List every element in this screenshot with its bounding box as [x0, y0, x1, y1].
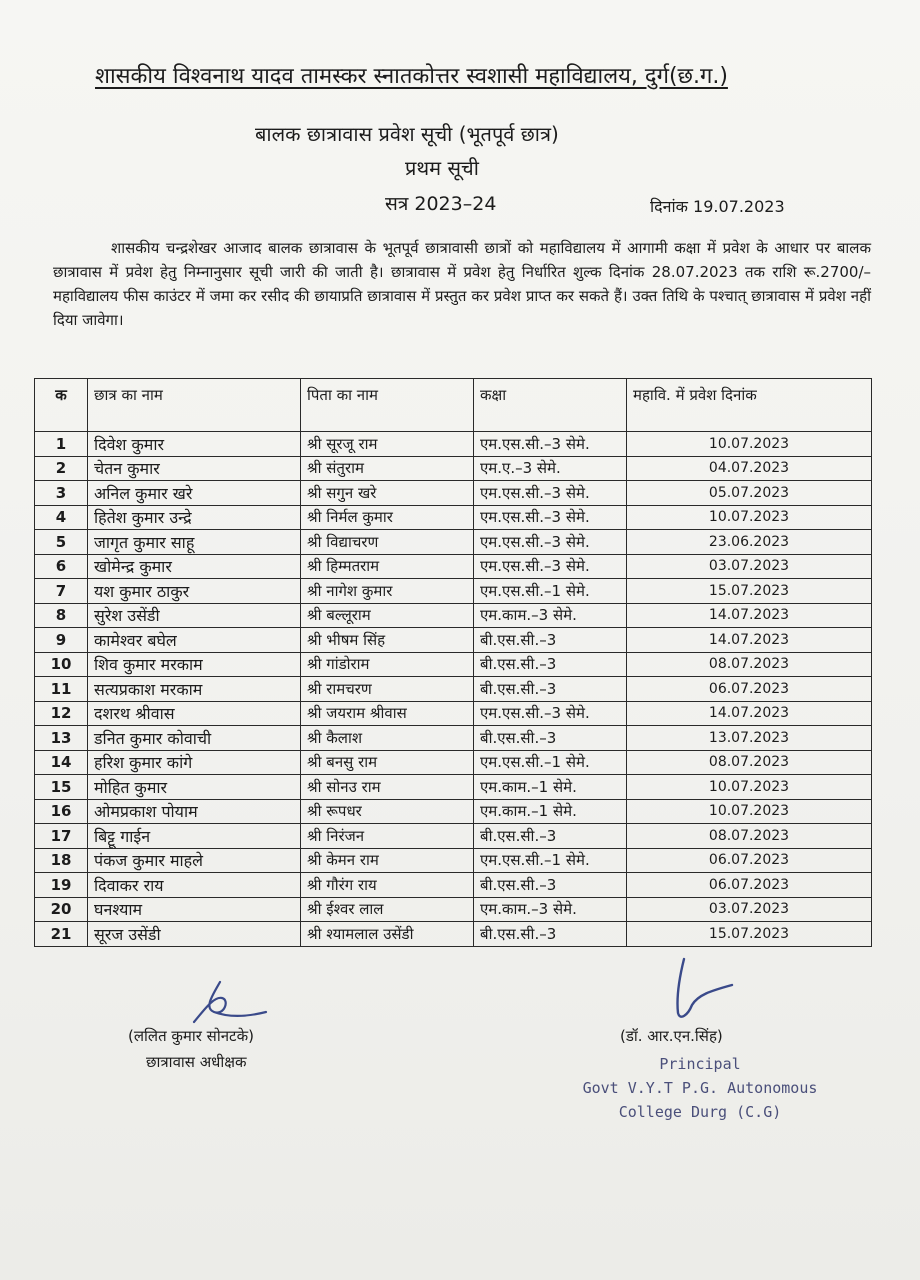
- row-admission-date: 06.07.2023: [627, 677, 872, 702]
- row-class: एम.एस.सी.–1 सेमे.: [474, 579, 627, 604]
- row-serial: 3: [35, 481, 88, 506]
- row-class: एम.काम.–1 सेमे.: [474, 799, 627, 824]
- row-serial: 8: [35, 603, 88, 628]
- row-admission-date: 08.07.2023: [627, 824, 872, 849]
- row-father-name: श्री संतुराम: [301, 456, 474, 481]
- row-class: एम.एस.सी.–1 सेमे.: [474, 750, 627, 775]
- row-father-name: श्री भीषम सिंह: [301, 628, 474, 653]
- right-signature-mark: [662, 955, 752, 1025]
- row-serial: 17: [35, 824, 88, 849]
- row-admission-date: 08.07.2023: [627, 750, 872, 775]
- notice-paragraph: [53, 236, 871, 332]
- row-father-name: श्री रामचरण: [301, 677, 474, 702]
- table-row: [35, 922, 872, 947]
- header-serial: क: [35, 379, 88, 432]
- row-admission-date: 03.07.2023: [627, 897, 872, 922]
- row-father-name: श्री सोनउ राम: [301, 775, 474, 800]
- row-father-name: श्री जयराम श्रीवास: [301, 701, 474, 726]
- stamp-line-title: Principal: [659, 1055, 741, 1073]
- row-father-name: श्री गौरंग राय: [301, 873, 474, 898]
- row-serial: 16: [35, 799, 88, 824]
- row-student-name: हरिश कुमार कांगे: [88, 750, 301, 775]
- issue-date: दिनांक 19.07.2023: [650, 197, 785, 216]
- row-student-name: दशरथ श्रीवास: [88, 701, 301, 726]
- row-class: एम.एस.सी.–3 सेमे.: [474, 701, 627, 726]
- row-father-name: श्री विद्याचरण: [301, 530, 474, 555]
- row-father-name: श्री नागेश कुमार: [301, 579, 474, 604]
- row-class: एम.एस.सी.–3 सेमे.: [474, 530, 627, 555]
- row-class: एम.काम.–3 सेमे.: [474, 897, 627, 922]
- row-student-name: सूरज उसेंडी: [88, 922, 301, 947]
- row-student-name: कामेश्वर बघेल: [88, 628, 301, 653]
- row-father-name: श्री बनसु राम: [301, 750, 474, 775]
- row-admission-date: 14.07.2023: [627, 628, 872, 653]
- row-admission-date: 23.06.2023: [627, 530, 872, 555]
- row-student-name: जागृत कुमार साहू: [88, 530, 301, 555]
- left-signature-mark: [190, 978, 270, 1028]
- row-admission-date: 13.07.2023: [627, 726, 872, 751]
- row-admission-date: 14.07.2023: [627, 701, 872, 726]
- table-body: [35, 432, 872, 947]
- row-student-name: पंकज कुमार माहले: [88, 848, 301, 873]
- row-admission-date: 04.07.2023: [627, 456, 872, 481]
- row-class: बी.एस.सी.–3: [474, 824, 627, 849]
- row-student-name: बिट्टू गाईन: [88, 824, 301, 849]
- row-class: बी.एस.सी.–3: [474, 652, 627, 677]
- row-student-name: सुरेश उसेंडी: [88, 603, 301, 628]
- row-admission-date: 10.07.2023: [627, 775, 872, 800]
- row-student-name: यश कुमार ठाकुर: [88, 579, 301, 604]
- row-admission-date: 03.07.2023: [627, 554, 872, 579]
- row-student-name: खोमेन्द्र कुमार: [88, 554, 301, 579]
- row-class: एम.काम.–1 सेमे.: [474, 775, 627, 800]
- table-row: [35, 873, 872, 898]
- row-serial: 2: [35, 456, 88, 481]
- row-admission-date: 10.07.2023: [627, 799, 872, 824]
- row-father-name: श्री हिम्मतराम: [301, 554, 474, 579]
- row-class: एम.एस.सी.–3 सेमे.: [474, 554, 627, 579]
- session-label: सत्र 2023–24: [385, 193, 497, 215]
- table-row: [35, 432, 872, 457]
- row-father-name: श्री निर्मल कुमार: [301, 505, 474, 530]
- row-father-name: श्री सगुन खरे: [301, 481, 474, 506]
- table-row: [35, 848, 872, 873]
- header-student-name: छात्र का नाम: [88, 379, 301, 432]
- row-serial: 18: [35, 848, 88, 873]
- row-father-name: श्री केमन राम: [301, 848, 474, 873]
- row-father-name: श्री श्यामलाल उसेंडी: [301, 922, 474, 947]
- row-admission-date: 15.07.2023: [627, 922, 872, 947]
- table-row: [35, 456, 872, 481]
- row-serial: 9: [35, 628, 88, 653]
- table-row: [35, 897, 872, 922]
- left-signatory-name: (ललित कुमार सोनटके): [128, 1027, 254, 1045]
- row-student-name: चेतन कुमार: [88, 456, 301, 481]
- row-serial: 4: [35, 505, 88, 530]
- row-serial: 21: [35, 922, 88, 947]
- row-serial: 12: [35, 701, 88, 726]
- list-type: प्रथम सूची: [405, 156, 479, 180]
- stamp-line-location: College Durg (C.G): [618, 1103, 782, 1121]
- header-father-name: पिता का नाम: [301, 379, 474, 432]
- row-serial: 20: [35, 897, 88, 922]
- row-serial: 1: [35, 432, 88, 457]
- row-student-name: डनित कुमार कोवाची: [88, 726, 301, 751]
- row-admission-date: 15.07.2023: [627, 579, 872, 604]
- row-admission-date: 14.07.2023: [627, 603, 872, 628]
- table-row: [35, 775, 872, 800]
- row-class: एम.एस.सी.–1 सेमे.: [474, 848, 627, 873]
- row-student-name: ओमप्रकाश पोयाम: [88, 799, 301, 824]
- row-class: एम.एस.सी.–3 सेमे.: [474, 432, 627, 457]
- row-father-name: श्री ईश्वर लाल: [301, 897, 474, 922]
- admission-table: [34, 378, 872, 947]
- row-father-name: श्री सूरजू राम: [301, 432, 474, 457]
- row-admission-date: 08.07.2023: [627, 652, 872, 677]
- row-serial: 5: [35, 530, 88, 555]
- header-admission-date: महावि. में प्रवेश दिनांक: [627, 379, 872, 432]
- row-student-name: सत्यप्रकाश मरकाम: [88, 677, 301, 702]
- row-student-name: अनिल कुमार खरे: [88, 481, 301, 506]
- row-father-name: श्री बल्लूराम: [301, 603, 474, 628]
- header-class: कक्षा: [474, 379, 627, 432]
- row-class: बी.एस.सी.–3: [474, 922, 627, 947]
- row-class: एम.एस.सी.–3 सेमे.: [474, 505, 627, 530]
- table-row: [35, 505, 872, 530]
- table-row: [35, 481, 872, 506]
- row-class: एम.काम.–3 सेमे.: [474, 603, 627, 628]
- table-row: [35, 799, 872, 824]
- row-class: एम.एस.सी.–3 सेमे.: [474, 481, 627, 506]
- row-class: बी.एस.सी.–3: [474, 677, 627, 702]
- table-row: [35, 554, 872, 579]
- notice-text: शासकीय चन्द्रशेखर आजाद बालक छात्रावास के भूतपूर्व छात्रावासी छात्रों को महाविद्यालय में आगामी कक्षा में प्रवेश के आधार पर बालक छात्रावास में प्रवेश हेतु निम्नानुसार सूची जारी की जाती है। छात्रावास में प्रवेश हेतु निर्धारित शुल्क दिनांक 28.07.2023 तक राशि रू.2700/–महाविद्यालय फीस काउंटर में जमा कर रसीद की छायाप्रति छात्रावास में प्रस्तुत कर प्रवेश प्राप्त कर सकते हैं। उक्त तिथि के पश्चात् छात्रावास में प्रवेश नहीं दिया जावेगा।: [53, 239, 871, 329]
- row-student-name: हितेश कुमार उन्द्रे: [88, 505, 301, 530]
- row-admission-date: 10.07.2023: [627, 505, 872, 530]
- row-class: बी.एस.सी.–3: [474, 628, 627, 653]
- row-serial: 10: [35, 652, 88, 677]
- stamp-line-institution: Govt V.Y.T P.G. Autonomous: [582, 1079, 818, 1097]
- principal-stamp: [570, 1052, 830, 1124]
- row-student-name: शिव कुमार मरकाम: [88, 652, 301, 677]
- row-father-name: श्री गांडोराम: [301, 652, 474, 677]
- table-row: [35, 603, 872, 628]
- table-row: [35, 628, 872, 653]
- row-admission-date: 06.07.2023: [627, 873, 872, 898]
- table-row: [35, 726, 872, 751]
- left-signatory-role: छात्रावास अधीक्षक: [146, 1053, 247, 1071]
- table-row: [35, 530, 872, 555]
- row-student-name: मोहित कुमार: [88, 775, 301, 800]
- table-row: [35, 701, 872, 726]
- row-admission-date: 10.07.2023: [627, 432, 872, 457]
- list-title: बालक छात्रावास प्रवेश सूची (भूतपूर्व छात्र): [255, 122, 559, 146]
- college-title: शासकीय विश्वनाथ यादव तामस्कर स्नातकोत्तर स्वशासी महाविद्यालय, दुर्ग(छ.ग.): [95, 64, 728, 89]
- row-admission-date: 05.07.2023: [627, 481, 872, 506]
- row-class: बी.एस.सी.–3: [474, 726, 627, 751]
- table-row: [35, 750, 872, 775]
- table-header-row: [35, 379, 872, 432]
- row-serial: 14: [35, 750, 88, 775]
- table-row: [35, 824, 872, 849]
- row-father-name: श्री रूपधर: [301, 799, 474, 824]
- row-serial: 7: [35, 579, 88, 604]
- row-serial: 11: [35, 677, 88, 702]
- row-student-name: घनश्याम: [88, 897, 301, 922]
- table-row: [35, 677, 872, 702]
- row-father-name: श्री कैलाश: [301, 726, 474, 751]
- row-student-name: दिवेश कुमार: [88, 432, 301, 457]
- table-row: [35, 579, 872, 604]
- row-serial: 6: [35, 554, 88, 579]
- row-admission-date: 06.07.2023: [627, 848, 872, 873]
- row-serial: 19: [35, 873, 88, 898]
- row-class: एम.ए.–3 सेमे.: [474, 456, 627, 481]
- row-serial: 13: [35, 726, 88, 751]
- row-serial: 15: [35, 775, 88, 800]
- row-father-name: श्री निरंजन: [301, 824, 474, 849]
- right-signatory-name: (डॉ. आर.एन.सिंह): [620, 1027, 723, 1045]
- row-class: बी.एस.सी.–3: [474, 873, 627, 898]
- row-student-name: दिवाकर राय: [88, 873, 301, 898]
- table-row: [35, 652, 872, 677]
